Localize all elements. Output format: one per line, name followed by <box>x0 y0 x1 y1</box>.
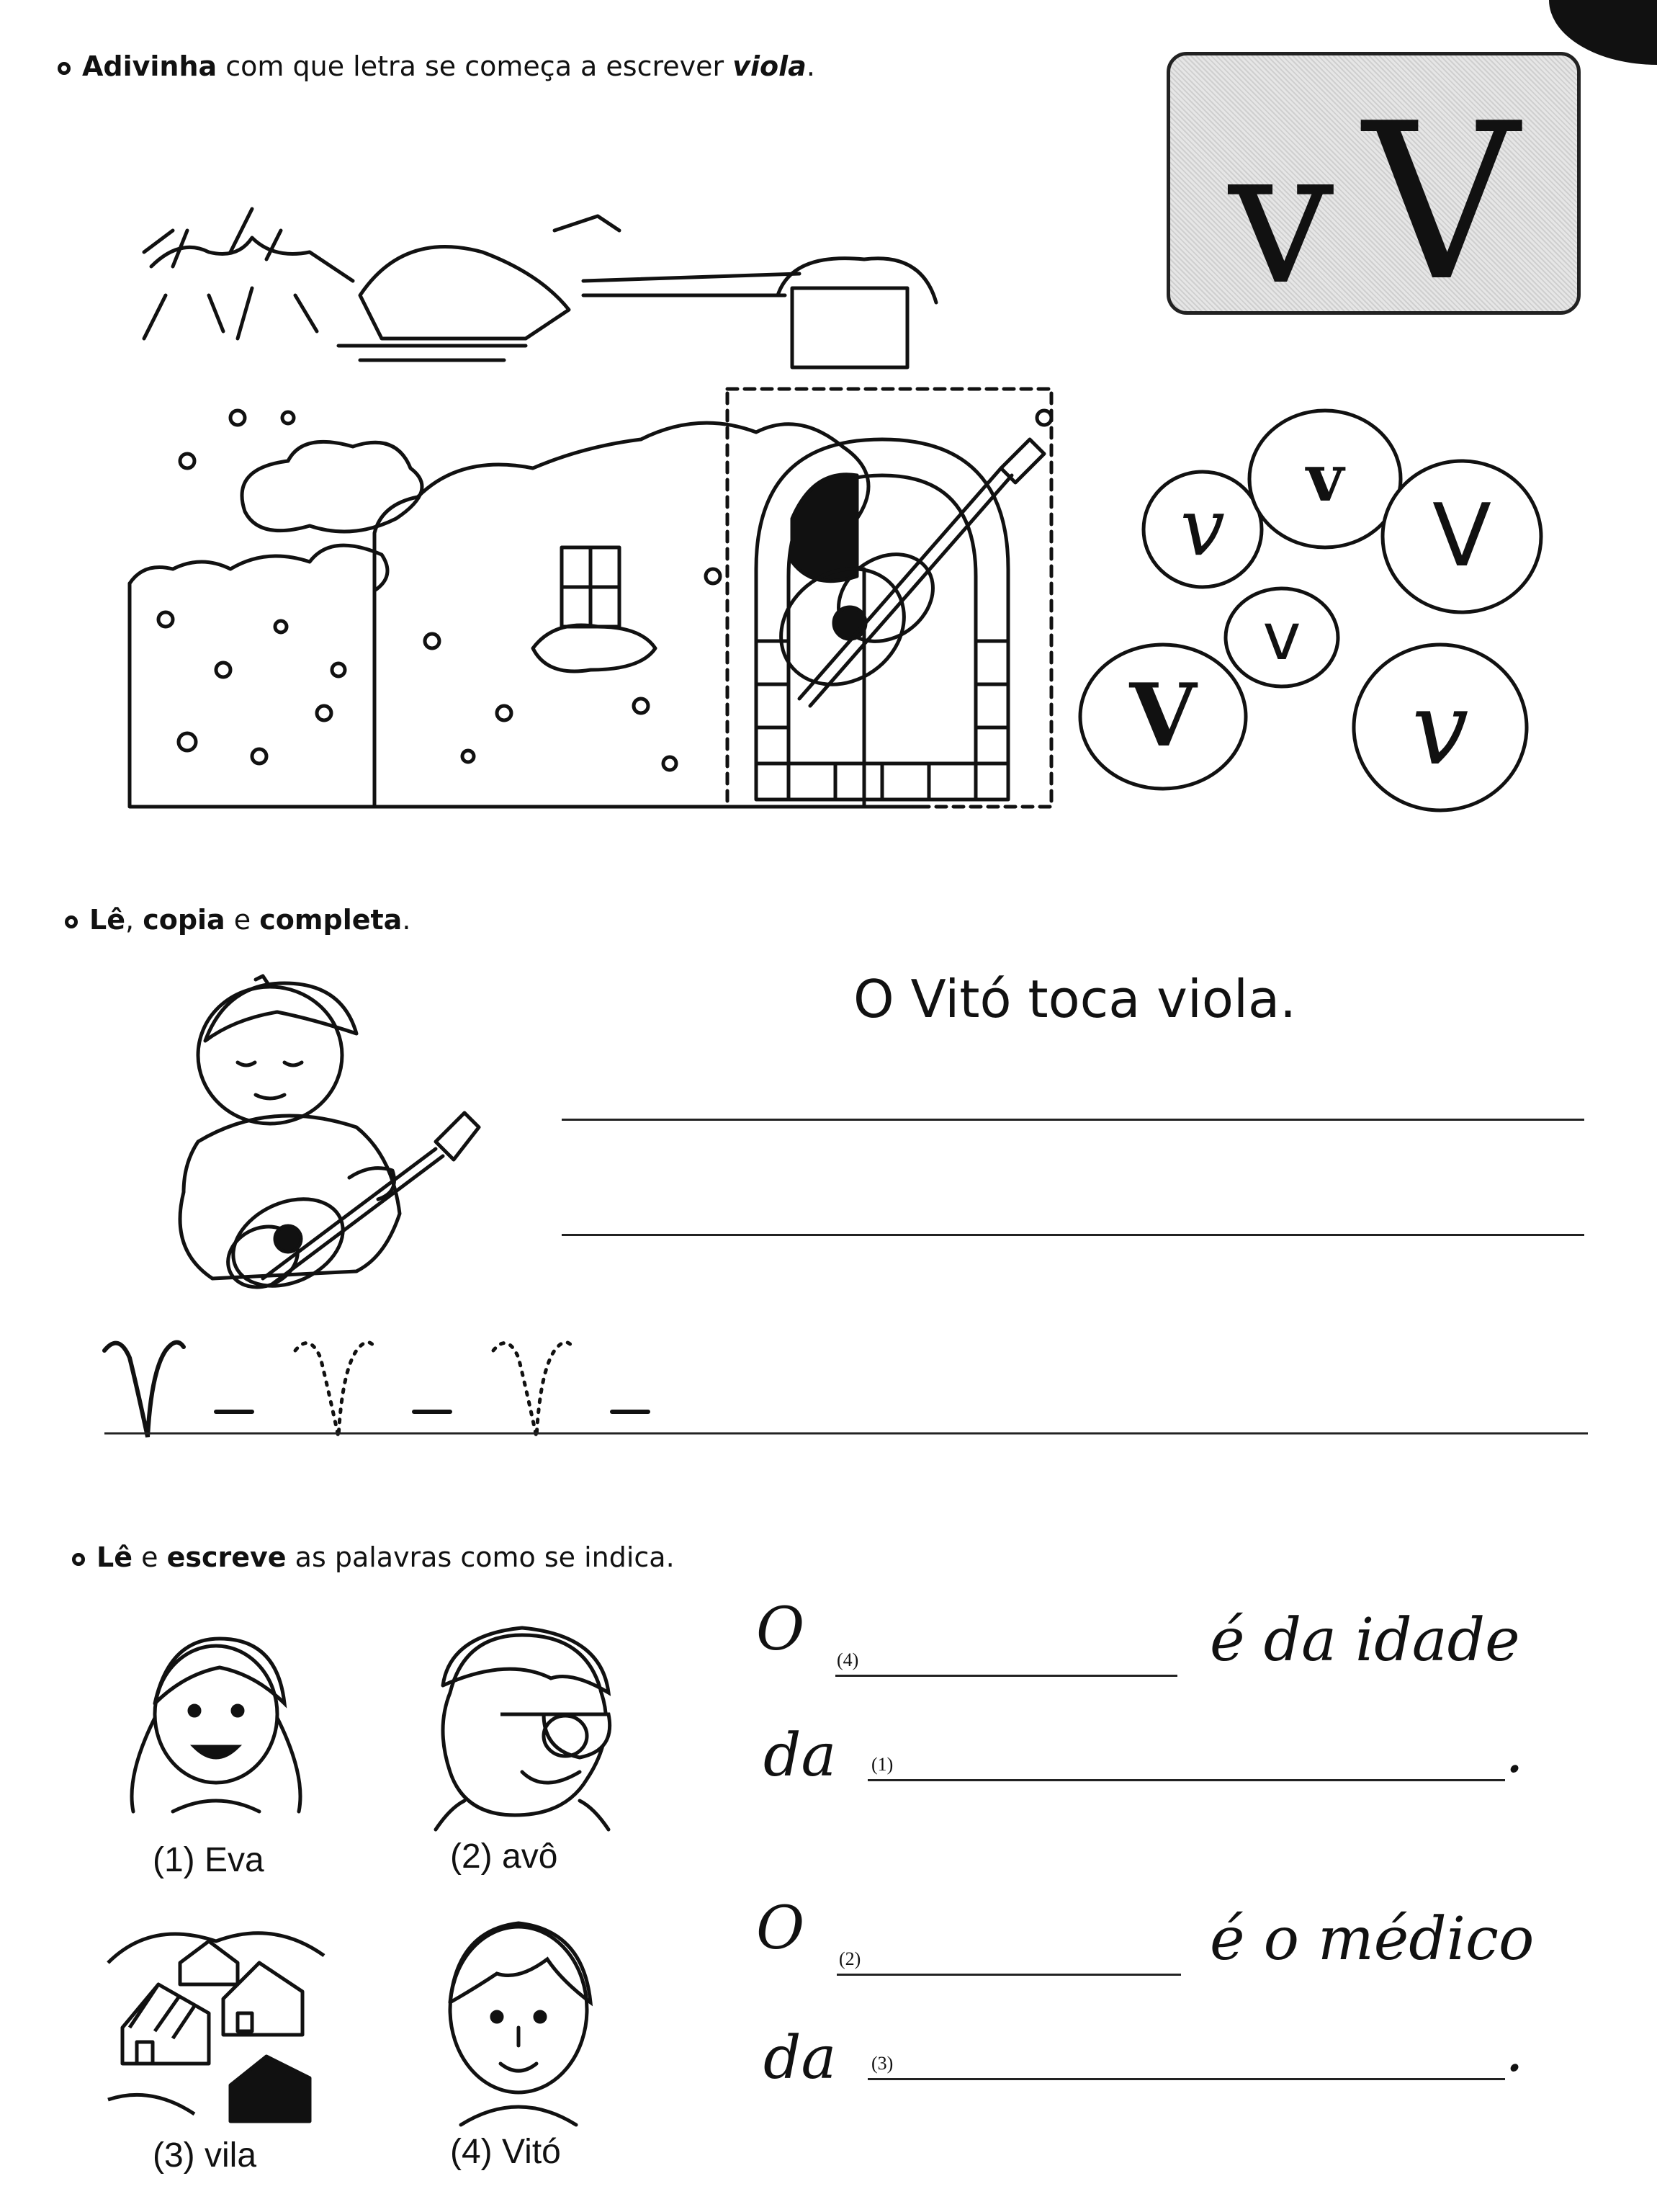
bullet-icon <box>65 915 78 928</box>
ex1-start: O <box>756 1595 805 1664</box>
ex1-blank2[interactable] <box>868 1779 1505 1781</box>
ex1-line2-start: da <box>763 1721 837 1790</box>
letter-box <box>1167 52 1581 328</box>
cursive-v-dotted-1 <box>295 1343 374 1437</box>
ex1-end: . <box>1505 1718 1524 1786</box>
cursive-tracing-row <box>101 1333 1591 1441</box>
bubble-letter-5: V <box>1129 665 1197 766</box>
ex1-num2: (1) <box>871 1754 894 1775</box>
boy-guitar-illustration <box>169 976 515 1300</box>
ex2-blank2[interactable] <box>868 2078 1505 2080</box>
eva-illustration <box>122 1624 310 1826</box>
house-illustration <box>122 180 1145 807</box>
caption-eva: (1) Eva <box>153 1841 264 1879</box>
ex2-num1: (2) <box>839 1948 861 1969</box>
bullet-icon <box>58 62 71 75</box>
bubble-letter-3: V <box>1432 486 1492 586</box>
bullet-icon <box>72 1553 85 1566</box>
instruction-2: Lê, copia e completa. <box>65 904 410 936</box>
cursive-v-model <box>104 1343 184 1437</box>
sleigh-icon <box>144 209 799 360</box>
caption-vito: (4) Vitó <box>450 2133 561 2171</box>
cursive-v-dotted-2 <box>493 1343 572 1437</box>
snow-dots <box>158 411 1051 770</box>
bubble-letter-1: v <box>1180 481 1226 573</box>
ex2-line2-start: da <box>763 2024 837 2092</box>
copy-line-1[interactable] <box>562 1119 1584 1121</box>
bubble-letter-4: v <box>1262 599 1301 675</box>
letter-upper: V <box>1362 77 1519 328</box>
ex2-blank1[interactable] <box>837 1974 1181 1976</box>
ex1-num1: (4) <box>837 1649 859 1670</box>
instruction-1: Adivinha com que letra se começa a escrever viola. <box>58 50 815 82</box>
ex1-middle: é da idade <box>1210 1606 1520 1675</box>
ex2-num2: (3) <box>871 2053 894 2074</box>
copy-line-2[interactable] <box>562 1234 1584 1236</box>
vito-illustration <box>432 1916 605 2125</box>
avo-illustration <box>414 1621 630 1830</box>
caption-vila: (3) vila <box>153 2136 257 2175</box>
letter-bubbles <box>1080 403 1570 814</box>
ex1-blank1[interactable] <box>835 1675 1177 1677</box>
guitar-icon <box>758 439 1044 708</box>
vila-illustration <box>108 1920 324 2128</box>
instruction-3: Lê e escreve as palavras como se indica. <box>72 1541 675 1573</box>
bush-icon <box>242 442 422 532</box>
bubble-letter-6: v <box>1411 671 1469 788</box>
letter-lower: v <box>1228 109 1334 326</box>
bubble-letter-2: v <box>1306 440 1344 516</box>
ex2-end: . <box>1505 2017 1524 2085</box>
model-sentence: O Vitó toca viola. <box>853 969 1296 1029</box>
caption-avo: (2) avô <box>450 1837 558 1876</box>
ex2-start: O <box>756 1894 805 1963</box>
ex2-middle: é o médico <box>1210 1905 1535 1974</box>
